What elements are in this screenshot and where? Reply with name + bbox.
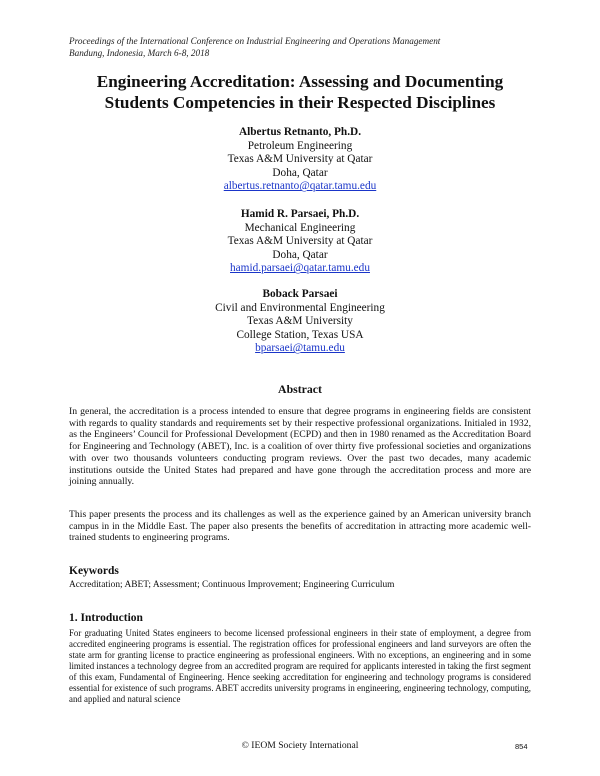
author-name: Boback Parsaei — [262, 288, 338, 300]
author-block-3 — [100, 288, 500, 356]
introduction-paragraph: For graduating United States engineers to become licensed professional engineers in their state of employment, a degree from accredited engineering programs is essential. The registration offices for professional engineers and land surveyors are often the state arm for granting license to practice engineering as professional engineers. With no exceptions, an engineering and in some limited instances a technology degree from an accredited program are required for applicants interested in taking the first segment of this exam, Fundamental of Engineering. Hence seeking accreditation for engineering and technology programs is considered essential for existence of such programs. ABET accredits university programs in engineering, engineering technology, computing, and applied and natural science — [69, 628, 531, 704]
footer-copyright: © IEOM Society International — [241, 740, 359, 751]
header-conference: Proceedings of the International Conference on Industrial Engineering and Operations Management — [69, 36, 441, 46]
abstract-paragraph-2: This paper presents the process and its challenges as well as the experience gained by an American university branch campus in in the Middle East. The paper also presents the benefits of accreditation in attracting more academic well-trained students to engineering programs. — [69, 509, 531, 544]
author-email-link[interactable]: bparsaei@tamu.edu — [255, 342, 345, 355]
introduction-heading: 1. Introduction — [69, 612, 143, 624]
author-location: Doha, Qatar — [272, 166, 328, 179]
header-location-date: Bandung, Indonesia, March 6-8, 2018 — [69, 48, 210, 58]
author-institution: Texas A&M University at Qatar — [227, 153, 373, 166]
author-institution: Texas A&M University — [247, 315, 353, 328]
author-block-1 — [100, 126, 500, 194]
author-institution: Texas A&M University at Qatar — [227, 235, 373, 248]
page-number: 854 — [515, 742, 528, 751]
abstract-paragraph-1: In general, the accreditation is a process intended to ensure that degree programs in engineering fields are consistent with regards to quality standards and requirements set by their respective professional organizations. Initialed in 1932, as the Engineers’ Council for Professional Development (ECPD) and then in 1980 renamed as the Accreditation Board for Engineering and Technology (ABET), Inc. is a coalition of over thirty five professional societies and organizations with over two thousands volunteers conducting program reviews. Over the past two decades, many academic institutions outside the United States had prepared and have gone through the accreditation process and more are joining annually. — [69, 406, 531, 488]
author-location: Doha, Qatar — [272, 248, 328, 261]
keywords-heading: Keywords — [69, 565, 119, 577]
author-department: Petroleum Engineering — [247, 139, 353, 152]
author-location: College Station, Texas USA — [236, 328, 364, 341]
running-header — [69, 35, 440, 59]
abstract-heading: Abstract — [278, 382, 322, 396]
paper-title — [40, 71, 560, 113]
author-block-2 — [100, 208, 500, 276]
keywords-list: Accreditation; ABET; Assessment; Continuous Improvement; Engineering Curriculum — [69, 580, 395, 590]
author-email-link[interactable]: albertus.retnanto@qatar.tamu.edu — [223, 180, 377, 193]
author-name: Albertus Retnanto, Ph.D. — [238, 126, 362, 138]
title-line-1: Engineering Accreditation: Assessing and Documenting — [96, 72, 504, 91]
title-line-2: Students Competencies in their Respected Disciplines — [104, 93, 496, 112]
author-name: Hamid R. Parsaei, Ph.D. — [240, 208, 360, 220]
author-department: Mechanical Engineering — [244, 221, 356, 234]
author-department: Civil and Environmental Engineering — [215, 301, 385, 314]
author-email-link[interactable]: hamid.parsaei@qatar.tamu.edu — [230, 262, 370, 275]
